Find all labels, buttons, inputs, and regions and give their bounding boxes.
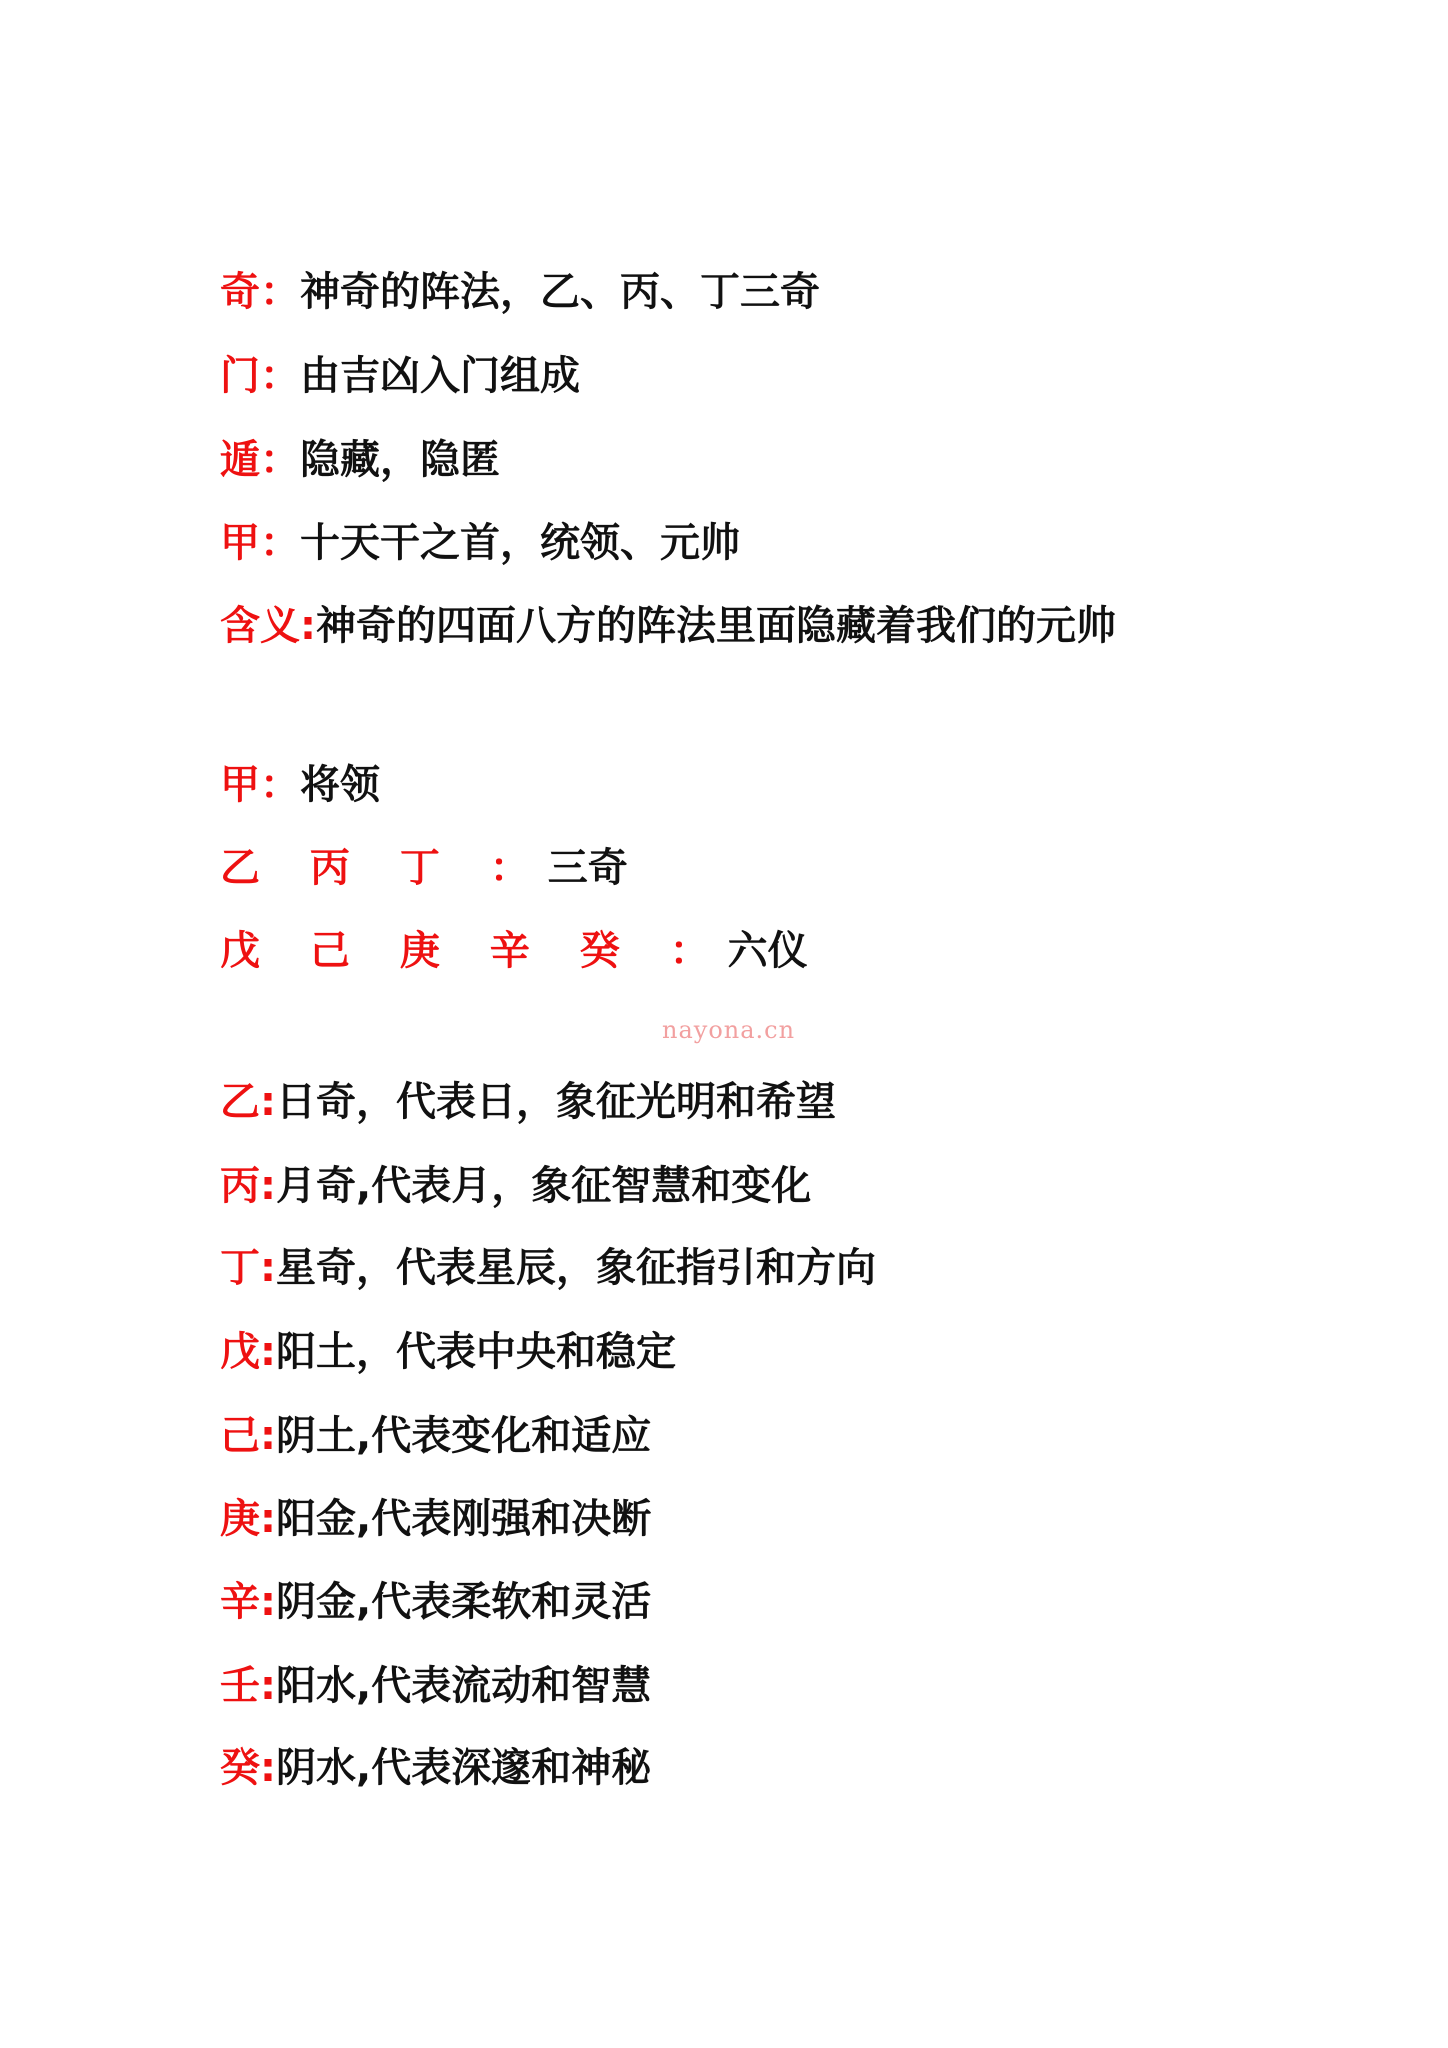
stem-label: 丙:	[220, 1163, 276, 1209]
watermark: nayona.cn	[662, 1016, 796, 1044]
stem-gui	[220, 1743, 651, 1793]
grouping-liuyi	[220, 926, 808, 976]
definition-jia	[220, 518, 740, 568]
stem-ji	[220, 1411, 651, 1461]
term-label: 遁：	[220, 437, 300, 483]
term-definition: 隐藏，隐匿	[300, 437, 500, 483]
group-label: 甲：	[220, 762, 300, 808]
stem-label: 辛:	[220, 1579, 276, 1625]
stem-geng	[220, 1494, 651, 1544]
group-name: 六仪	[727, 928, 808, 974]
stem-meaning: 日奇，代表日，象征光明和希望	[276, 1079, 836, 1125]
stem-xin	[220, 1577, 651, 1627]
stem-meaning: 星奇，代表星辰，象征指引和方向	[276, 1245, 876, 1291]
term-label: 奇：	[220, 269, 300, 315]
group-name: 将领	[300, 762, 380, 808]
stem-yi	[220, 1077, 836, 1127]
stem-ding	[220, 1243, 876, 1293]
grouping-jia	[220, 760, 380, 810]
term-label: 甲：	[220, 520, 300, 566]
stem-meaning: 阳水,代表流动和智慧	[276, 1663, 652, 1709]
stem-meaning: 阴土,代表变化和适应	[276, 1413, 652, 1459]
stem-meaning: 月奇,代表月，象征智慧和变化	[276, 1163, 812, 1209]
stem-label: 庚:	[220, 1496, 276, 1542]
stem-wu	[220, 1327, 676, 1377]
definition-men	[220, 351, 580, 401]
stem-ren	[220, 1661, 651, 1711]
definition-meaning	[220, 601, 1116, 651]
stem-label: 丁:	[220, 1245, 276, 1291]
term-definition: 由吉凶入门组成	[300, 353, 580, 399]
term-definition: 十天干之首，统领、元帅	[300, 520, 740, 566]
stem-meaning: 阴水,代表深邃和神秘	[276, 1745, 652, 1791]
stem-label: 己:	[220, 1413, 276, 1459]
stem-bing	[220, 1161, 811, 1211]
grouping-sanqi	[220, 843, 628, 893]
term-label: 门：	[220, 353, 300, 399]
stem-label: 戊:	[220, 1329, 276, 1375]
stem-label: 乙:	[220, 1079, 276, 1125]
term-definition: 神奇的四面八方的阵法里面隐藏着我们的元帅	[316, 603, 1116, 649]
stem-meaning: 阴金,代表柔软和灵活	[276, 1579, 652, 1625]
stem-meaning: 阳金,代表刚强和决断	[276, 1496, 652, 1542]
definition-qi	[220, 267, 820, 317]
definition-dun	[220, 435, 500, 485]
group-name: 三奇	[547, 845, 628, 891]
term-label: 含义:	[220, 603, 316, 649]
group-label: 乙 丙 丁 ：	[220, 845, 548, 891]
stem-label: 壬:	[220, 1663, 276, 1709]
stem-label: 癸:	[220, 1745, 276, 1791]
group-label: 戊 己 庚 辛 癸 ：	[220, 928, 728, 974]
stem-meaning: 阳土，代表中央和稳定	[276, 1329, 676, 1375]
term-definition: 神奇的阵法，乙、丙、丁三奇	[300, 269, 820, 315]
